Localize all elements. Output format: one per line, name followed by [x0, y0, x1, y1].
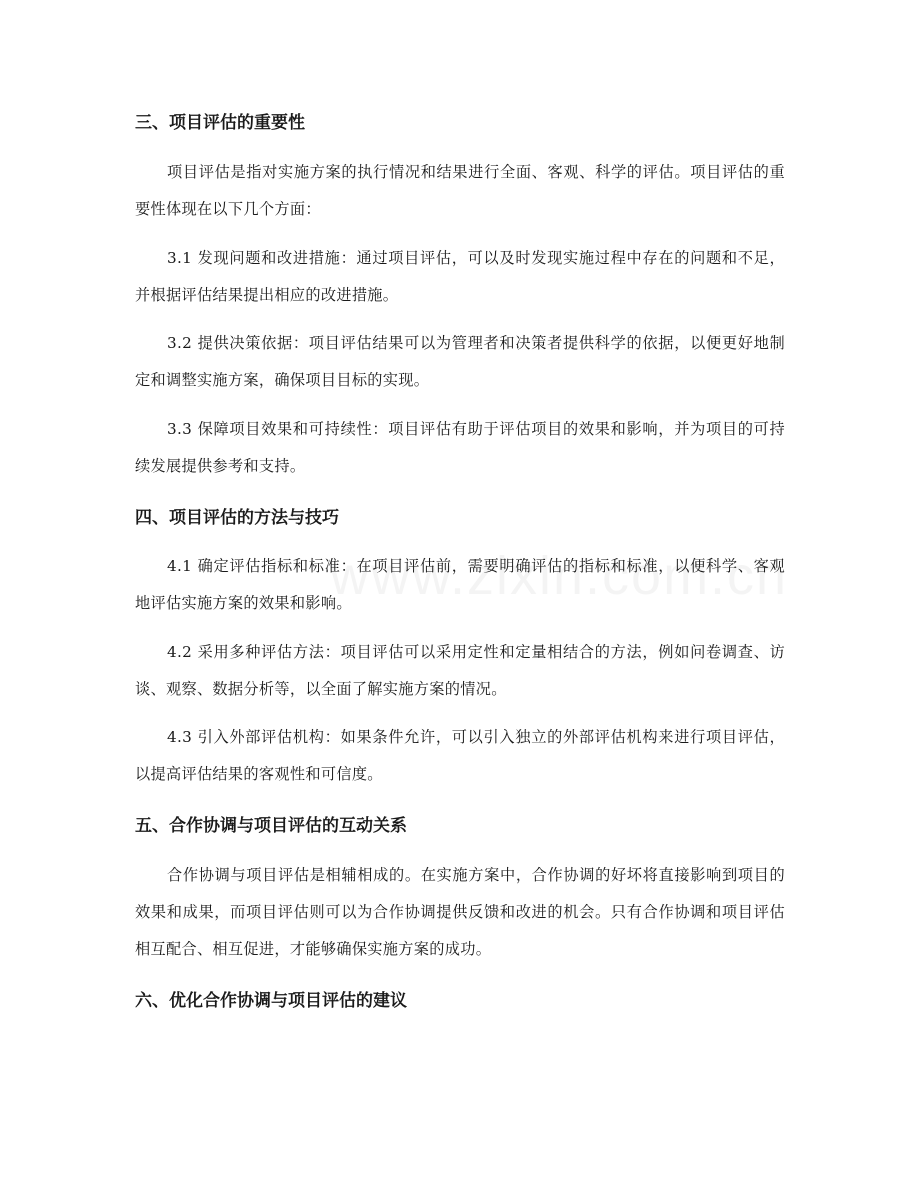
- section-6-heading: 六、优化合作协调与项目评估的建议: [135, 991, 407, 1011]
- section-5-body: 合作协调与项目评估是相辅相成的。在实施方案中，合作协调的好坏将直接影响到项目的效果和成果，而项目评估则可以为合作协调提供反馈和改进的机会。只有合作协调和项目评估相互配合、相互促进，才能够确保实施方案的成功。: [135, 866, 785, 958]
- section-4-item-1: 4.1 确定评估指标和标准：在项目评估前，需要明确评估的指标和标准，以便科学、客观地评估实施方案的效果和影响。: [135, 557, 785, 612]
- section-4-item-2: 4.2 采用多种评估方法：项目评估可以采用定性和定量相结合的方法，例如问卷调查、访谈、观察、数据分析等，以全面了解实施方案的情况。: [135, 643, 785, 698]
- section-3-item-1: 3.1 发现问题和改进措施：通过项目评估，可以及时发现实施过程中存在的问题和不足，并根据评估结果提出相应的改进措施。: [135, 249, 785, 304]
- section-3-intro: 项目评估是指对实施方案的执行情况和结果进行全面、客观、科学的评估。项目评估的重要性体现在以下几个方面：: [135, 163, 785, 218]
- section-4-item-3: 4.3 引入外部评估机构：如果条件允许，可以引入独立的外部评估机构来进行项目评估，以提高评估结果的客观性和可信度。: [135, 728, 785, 783]
- section-5-heading: 五、合作协调与项目评估的互动关系: [135, 816, 407, 836]
- section-4-heading: 四、项目评估的方法与技巧: [135, 508, 339, 528]
- section-3-item-2: 3.2 提供决策依据：项目评估结果可以为管理者和决策者提供科学的依据，以便更好地制定和调整实施方案，确保项目目标的实现。: [135, 334, 785, 389]
- section-3-item-3: 3.3 保障项目效果和可持续性：项目评估有助于评估项目的效果和影响，并为项目的可持续发展提供参考和支持。: [135, 420, 785, 475]
- section-3-heading: 三、项目评估的重要性: [135, 113, 305, 133]
